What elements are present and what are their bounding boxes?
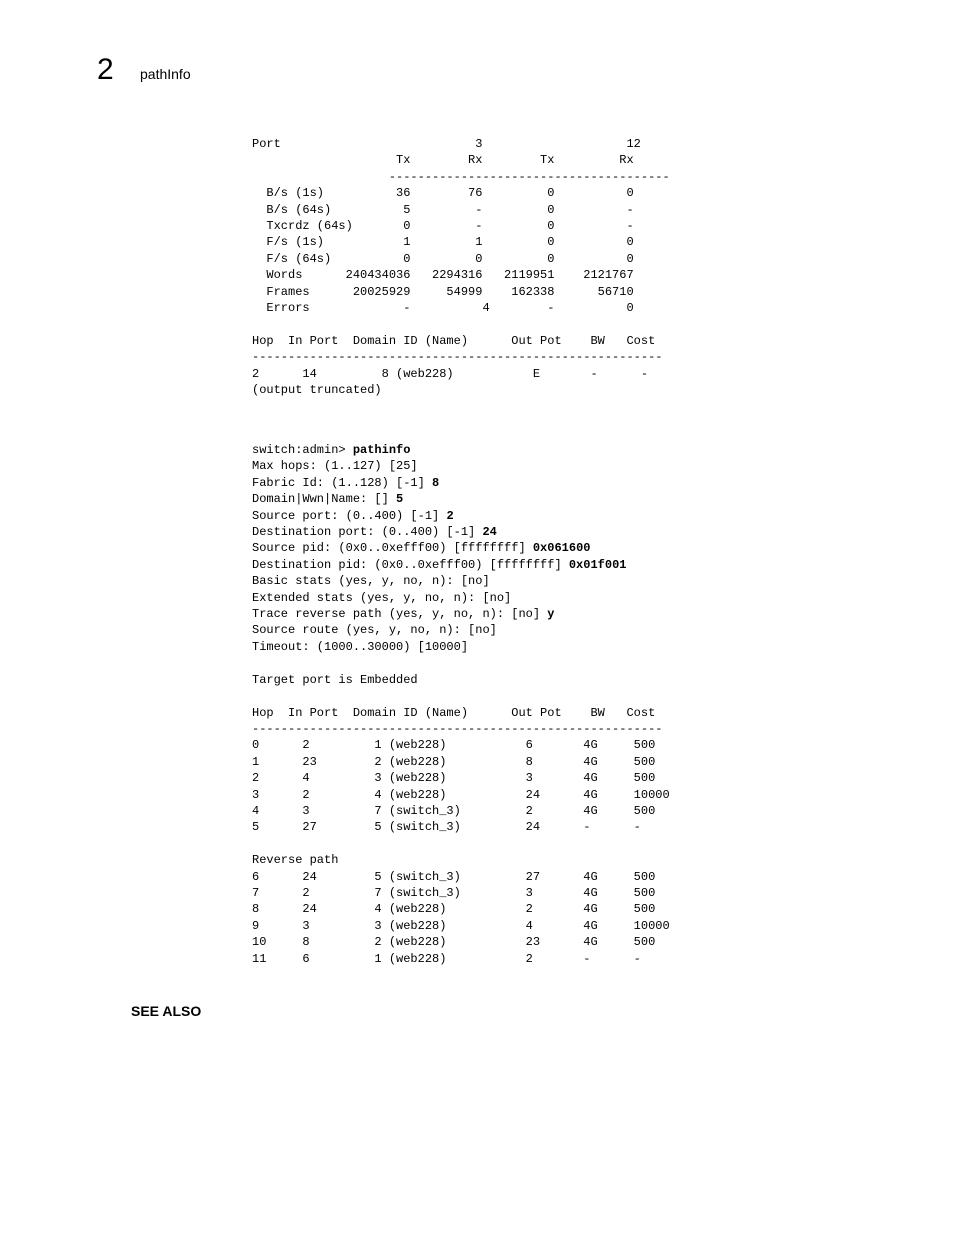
input-prompt-line	[252, 525, 497, 539]
stats-output-line: B/s (64s) 5 - 0 -	[252, 202, 634, 217]
input-prompt-text: Extended stats (yes, y, no, n): [no]	[252, 590, 512, 605]
input-prompt-line	[252, 558, 626, 572]
input-prompt-line	[252, 574, 490, 588]
result-line: 4 3 7 (switch_3) 2 4G 500	[252, 803, 656, 818]
stats-output-line: F/s (1s) 1 1 0 0	[252, 235, 634, 250]
stats-output-line: B/s (1s) 36 76 0 0	[252, 186, 634, 201]
stats-output-block	[252, 136, 670, 399]
input-prompt-text: Domain|Wwn|Name: []	[252, 492, 397, 507]
input-prompt-text: Destination port: (0..400) [-1]	[252, 525, 483, 540]
input-prompt-line	[252, 459, 418, 473]
input-value: 5	[396, 492, 404, 507]
input-prompt-text: Max hops: (1..127) [25]	[252, 459, 418, 474]
stats-output-line: Hop In Port Domain ID (Name) Out Pot BW Cost	[252, 333, 656, 348]
input-prompt-text: Fabric Id: (1..128) [-1]	[252, 475, 433, 490]
result-line: Target port is Embedded	[252, 672, 418, 687]
result-line: 10 8 2 (web228) 23 4G 500	[252, 935, 656, 950]
stats-output-line: (output truncated)	[252, 383, 382, 398]
input-prompt-line	[252, 476, 439, 490]
result-line: 6 24 5 (switch_3) 27 4G 500	[252, 869, 656, 884]
stats-output-line: ---------------------------------------------------------	[252, 350, 663, 365]
input-value: 24	[482, 525, 497, 540]
stats-output-line: Tx Rx Tx Rx	[252, 153, 634, 168]
stats-output-line: 2 14 8 (web228) E - -	[252, 366, 649, 381]
result-line: 1 23 2 (web228) 8 4G 500	[252, 754, 656, 769]
input-prompt-line	[252, 640, 468, 654]
command-text: pathinfo	[352, 443, 411, 457]
input-value: y	[547, 607, 555, 622]
input-prompt-text: Trace reverse path (yes, y, no, n): [no]	[252, 607, 548, 622]
input-value: 0x01f001	[568, 557, 627, 572]
result-line: Reverse path	[252, 853, 339, 868]
input-prompt-text: Destination pid: (0x0..0xefff00) [ffffffff]	[252, 557, 569, 572]
input-prompt-text: Source pid: (0x0..0xefff00) [ffffffff]	[252, 541, 533, 556]
input-prompt-line	[252, 509, 454, 523]
result-line: 3 2 4 (web228) 24 4G 10000	[252, 787, 670, 802]
stats-output-line: Txcrdz (64s) 0 - 0 -	[252, 219, 634, 234]
result-line: 11 6 1 (web228) 2 - -	[252, 951, 641, 966]
result-line: 9 3 3 (web228) 4 4G 10000	[252, 918, 670, 933]
result-line: 8 24 4 (web228) 2 4G 500	[252, 902, 656, 917]
pathinfo-session-block	[252, 442, 670, 967]
input-prompt-text: Timeout: (1000..30000) [10000]	[252, 639, 469, 654]
input-prompt-line	[252, 492, 403, 506]
input-prompt-line	[252, 591, 511, 605]
input-prompt-line	[252, 623, 497, 637]
input-prompt-text: Basic stats (yes, y, no, n): [no]	[252, 574, 490, 589]
stats-output-line: Errors - 4 - 0	[252, 301, 634, 316]
input-value: 0x061600	[532, 541, 591, 556]
result-line: ---------------------------------------------------------	[252, 721, 663, 736]
result-line: 7 2 7 (switch_3) 3 4G 500	[252, 885, 656, 900]
stats-output-line: Port 3 12	[252, 137, 641, 151]
chapter-number: 2	[97, 53, 114, 86]
input-prompt-text: Source port: (0..400) [-1]	[252, 508, 447, 523]
command-line	[252, 443, 410, 457]
input-prompt-line	[252, 541, 590, 555]
stats-output-line: F/s (64s) 0 0 0 0	[252, 251, 634, 266]
result-line: Hop In Port Domain ID (Name) Out Pot BW Cost	[252, 705, 656, 720]
input-value: 2	[446, 508, 454, 523]
input-value: 8	[432, 475, 440, 490]
input-prompt-text: Source route (yes, y, no, n): [no]	[252, 623, 497, 638]
stats-output-line: Words 240434036 2294316 2119951 2121767	[252, 268, 634, 283]
stats-output-line: ---------------------------------------	[252, 169, 670, 184]
see-also-heading: SEE ALSO	[131, 1003, 202, 1019]
input-prompt-line	[252, 607, 554, 621]
result-line: 0 2 1 (web228) 6 4G 500	[252, 738, 656, 753]
chapter-title: pathInfo	[140, 66, 191, 82]
result-line: 2 4 3 (web228) 3 4G 500	[252, 771, 656, 786]
shell-prompt: switch:admin>	[252, 443, 353, 457]
result-line: 5 27 5 (switch_3) 24 - -	[252, 820, 641, 835]
stats-output-line: Frames 20025929 54999 162338 56710	[252, 284, 634, 299]
